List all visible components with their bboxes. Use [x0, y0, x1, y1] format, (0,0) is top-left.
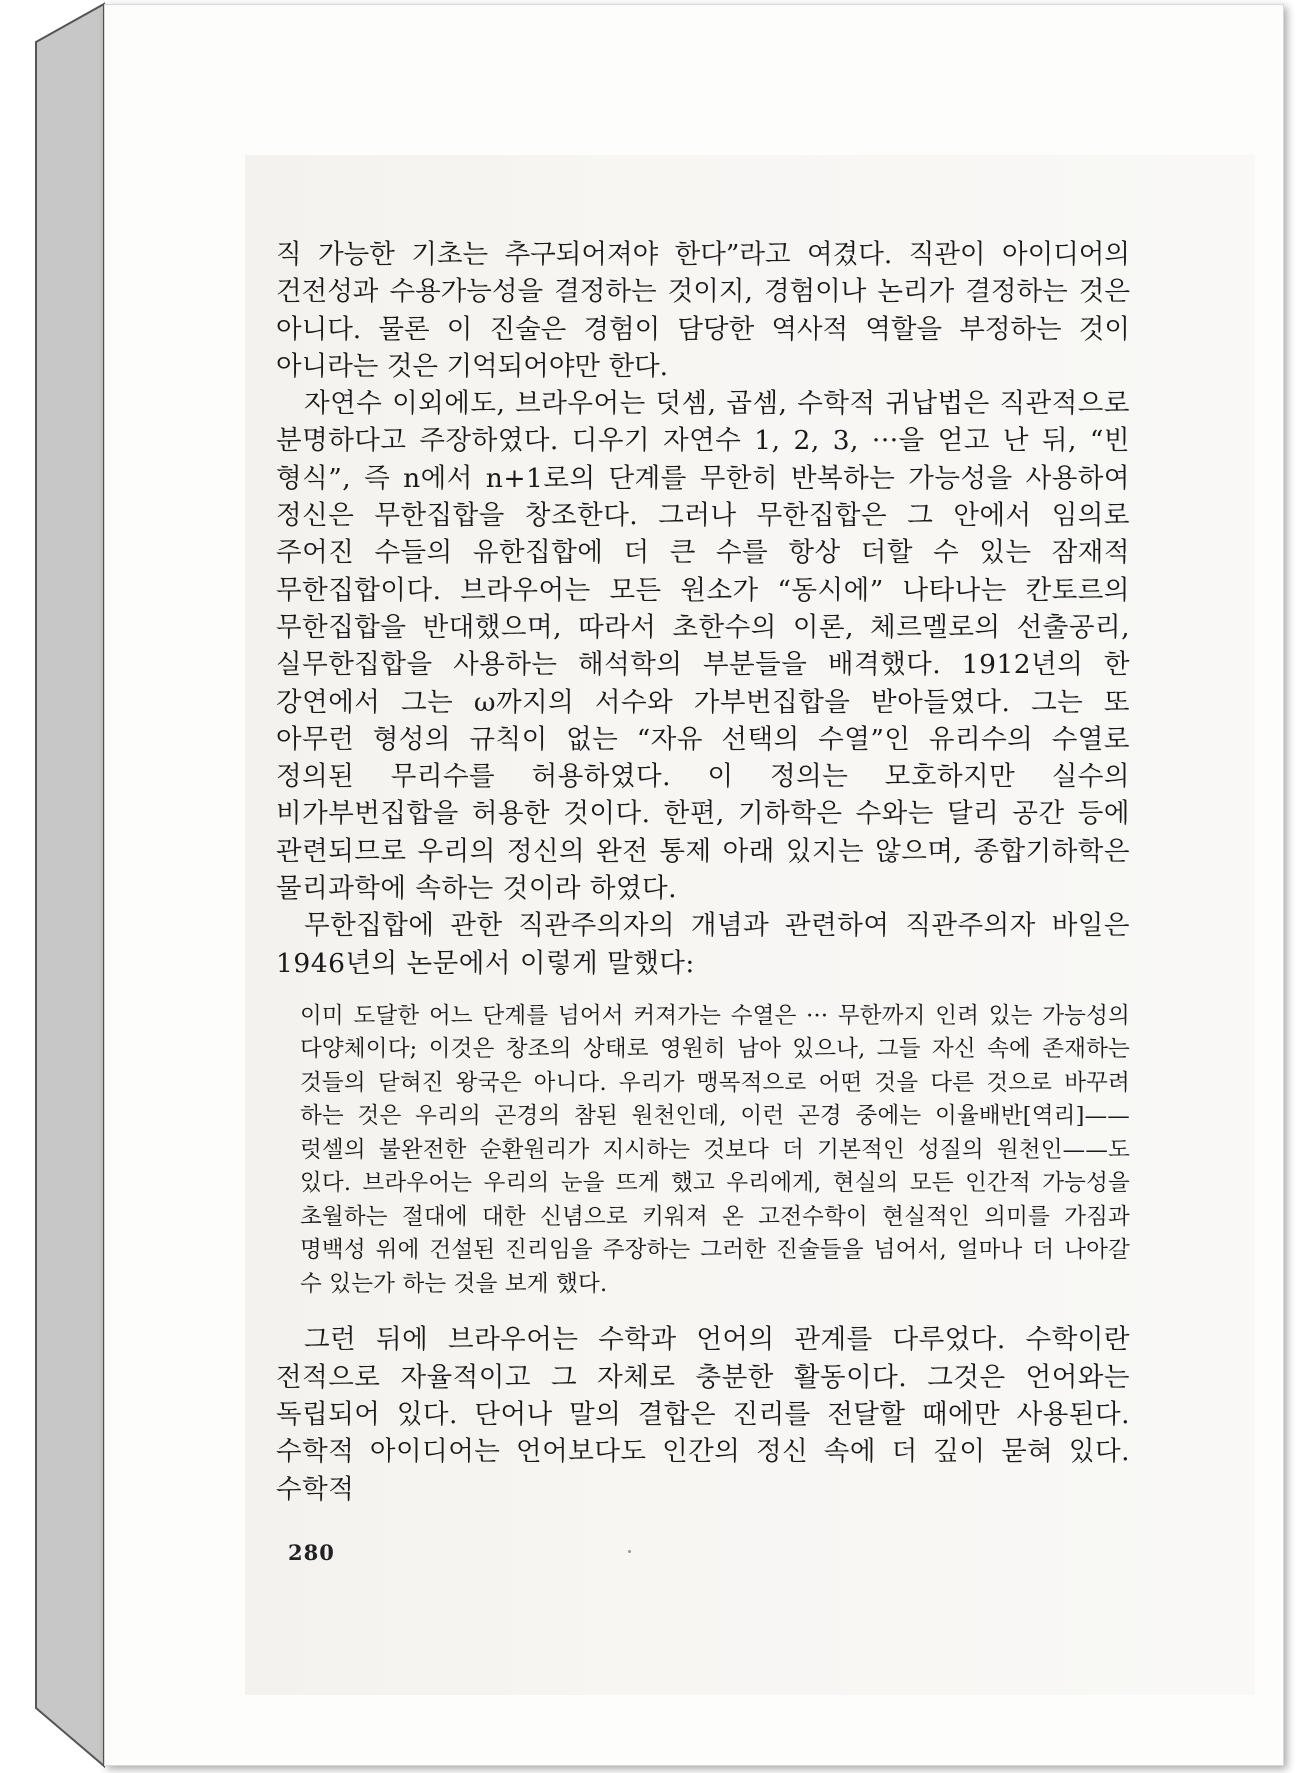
- book-spine: [0, 0, 110, 1773]
- paragraph-2: 자연수 이외에도, 브라우어는 덧셈, 곱셈, 수학적 귀납법은 직관적으로 분명하다고 주장하였다. 디우기 자연수 1, 2, 3, ···을 얻고 난 뒤, “빈 형식”, 즉 n에서 n+1로의 단계를 무한히 반복하는 가능성을 사용하여 정신은 무한집합을 창조한다. 그러나 무한집합은 그 안에서 임의로 주어진 수들의 유한집합에 더 큰 수를 항상 더할 수 있는 잠재적 무한집합이다. 브라우어는 모든 원소가 “동시에” 나타나는 칸토르의 무한집합을 반대했으며, 따라서 초한수의 이론, 체르멜로의 선출공리, 실무한집합을 사용하는 해석학의 부분들을 배격했다. 1912년의 한 강연에서 그는 ω까지의 서수와 가부번집합을 받아들였다. 그는 또 아무런 형성의 규칙이 없는 “자유 선택의 수열”인 유리수의 수열로 정의된 무리수를 허용하였다. 이 정의는 모호하지만 실수의 비가부번집합을 허용한 것이다. 한편, 기하학은 수와는 달리 공간 등에 관련되므로 우리의 정신의 완전 통제 아래 있지는 않으며, 종합기하학은 물리과학에 속하는 것이라 하였다.: [276, 388, 1130, 905]
- page-body: [276, 236, 1130, 1508]
- block-quote: 이미 도달한 어느 단계를 넘어서 커져가는 수열은 ··· 무한까지 인려 있는 가능성의 다양체이다; 이것은 창조의 상태로 영원히 남아 있으나, 그들 자신 속에 존재하는 것들의 닫혀진 왕국은 아니다. 우리가 맹목적으로 어떤 것을 다른 것으로 바꾸려 하는 것은 우리의 곤경의 참된 원천인데, 이런 곤경 중에는 이율배반[역리]——럿셀의 불완전한 순환원리가 지시하는 것보다 더 기본적인 성질의 원천인——도 있다. 브라우어는 우리의 눈을 뜨게 했고 우리에게, 현실의 모든 인간적 가능성을 초월하는 절대에 대한 신념으로 키워져 온 고전수학이 현실적인 의미를 가짐과 명백성 위에 건설된 진리임을 주장하는 그러한 진술들을 넘어서, 얼마나 더 나아갈 수 있는가 하는 것을 보게 했다.: [300, 1002, 1130, 1297]
- page-speck: [628, 1550, 631, 1553]
- paragraph-1: 직 가능한 기초는 추구되어져야 한다”라고 여겼다. 직관이 아이디어의 건전성과 수용가능성을 결정하는 것이지, 경험이나 논리가 결정하는 것은 아니다. 물론 이 진술은 경험이 담당한 역사적 역할을 부정하는 것이 아니라는 것은 기억되어야만 한다.: [276, 239, 1130, 382]
- paragraph-3: 무한집합에 관한 직관주의자의 개념과 관련하여 직관주의자 바일은 1946년의 논문에서 이렇게 말했다:: [276, 910, 1130, 979]
- closing-paragraph: 그런 뒤에 브라우어는 수학과 언어의 관계를 다루었다. 수학이란 전적으로 자율적이고 그 자체로 충분한 활동이다. 그것은 언어와는 독립되어 있다. 단어나 말의 결합은 진리를 전달할 때에만 사용된다. 수학적 아이디어는 언어보다도 인간의 정신 속에 더 깊이 묻혀 있다. 수학적: [276, 1324, 1130, 1505]
- page-number: 280: [288, 1540, 335, 1565]
